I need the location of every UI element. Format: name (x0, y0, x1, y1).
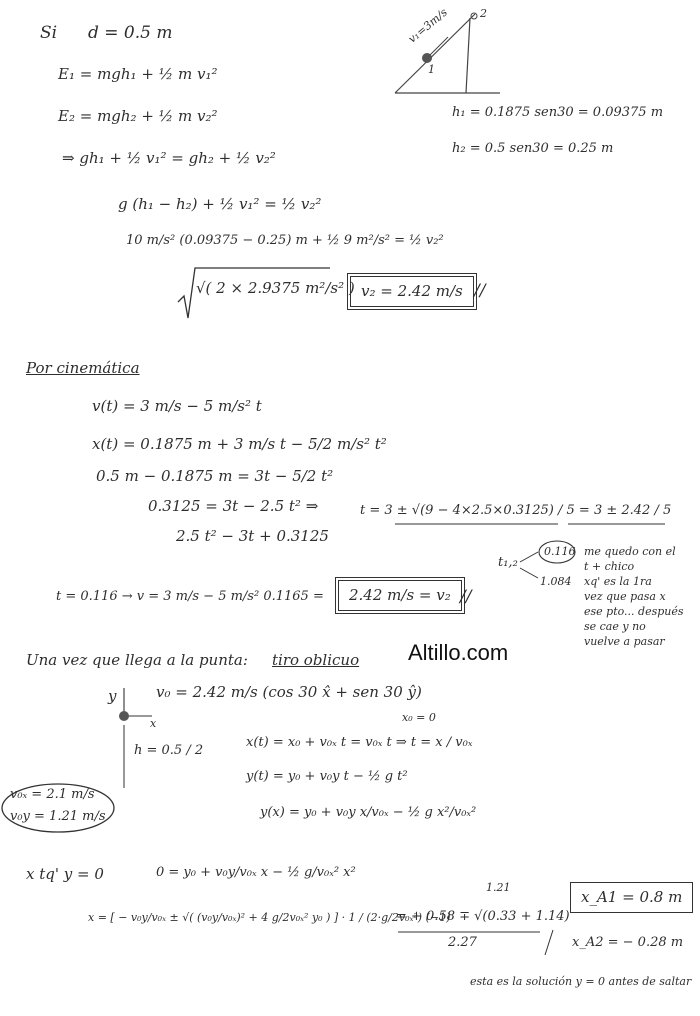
launch-point (119, 711, 129, 721)
projectile-title-b: tiro oblicuo (272, 651, 360, 669)
energy-step1: ⇒ gh₁ + ½ v₁² = gh₂ + ½ v₂² (62, 149, 276, 167)
root-branch-1 (520, 552, 538, 562)
point-2-label: 2 (480, 7, 487, 20)
projectile-x0: x₀ = 0 (402, 711, 436, 724)
bracket-right (545, 930, 553, 955)
projectile-voy: v₀y = 1.21 m/s (10, 809, 106, 824)
projectile-xt: x(t) = x₀ + v₀ₓ t = v₀ₓ t ⇒ t = x / v₀ₓ (246, 735, 473, 750)
energy-step3: 10 m/s² (0.09375 − 0.25) m + ½ 9 m²/s² = ½ v₂² (126, 233, 444, 248)
note-line: t + chico (584, 560, 635, 573)
kinematics-t12: t₁,₂ (498, 555, 518, 570)
energy-sqrt: √( 2 × 2.9375 m²/s² ) (196, 279, 355, 297)
projectile-denominator: 2.27 (448, 935, 477, 950)
kinematics-x-t: x(t) = 0.1875 m + 3 m/s t − 5/2 m/s² t² (92, 435, 387, 453)
kinematics-end-mark: // (460, 587, 472, 607)
note-line: ese pto... después (584, 605, 684, 618)
note-line: me quedo con el (584, 545, 676, 558)
h2-value: h₂ = 0.5 sen30 = 0.25 m (452, 141, 614, 156)
axis-y-label: y (108, 687, 117, 705)
kinematics-v-t: v(t) = 3 m/s − 5 m/s² t (92, 397, 262, 415)
energy-end-mark: // (474, 281, 486, 301)
kinematics-eq1: 0.5 m − 0.1875 m = 3t − 5/2 t² (96, 467, 334, 485)
root-branch-2 (520, 568, 538, 578)
point-1-label: 1 (428, 63, 435, 76)
projectile-yt: y(t) = y₀ + v₀y t − ½ g t² (246, 769, 408, 784)
kinematics-root2: 1.084 (540, 575, 572, 588)
projectile-condition: x tq' y = 0 (26, 865, 104, 883)
projectile-xa1-box: x_A1 = 0.8 m (570, 882, 693, 913)
block-top (471, 13, 477, 19)
projectile-xa2: x_A2 = − 0.28 m (572, 935, 684, 950)
given-distance: d = 0.5 m (88, 23, 173, 43)
energy-e2: E₂ = mgh₂ + ½ m v₂² (58, 107, 218, 125)
kinematics-title: Por cinemática (26, 359, 140, 377)
energy-step2: g (h₁ − h₂) + ½ v₁² = ½ v₂² (118, 195, 322, 213)
si-label: Si (40, 23, 58, 43)
projectile-vox: v₀ₓ = 2.1 m/s (10, 787, 95, 802)
projectile-v0: v₀ = 2.42 m/s (cos 30 x̂ + sen 30 ŷ) (156, 683, 422, 701)
energy-result-box: v₂ = 2.42 m/s (350, 276, 474, 307)
velocity-arrow (430, 37, 448, 55)
kinematics-result-box: 2.42 m/s = v₂ (338, 580, 462, 611)
watermark: Altillo.com (408, 640, 509, 665)
projectile-footnote: esta es la solución y = 0 antes de saltar (470, 975, 692, 988)
projectile-num-eval: = + 0.58 ∓ √(0.33 + 1.14) (396, 909, 570, 924)
projectile-title-a: Una vez que llega a la punta: (26, 651, 248, 669)
kinematics-root1: 0.116 (544, 545, 576, 558)
note-line: vez que pasa x (584, 590, 666, 603)
kinematics-quadratic: t = 3 ± √(9 − 4×2.5×0.3125) / 5 = 3 ± 2.42 / 5 (360, 503, 672, 518)
incline-vertical (466, 18, 470, 93)
v1-label: v₁=3m/s (405, 5, 450, 46)
projectile-h: h = 0.5 / 2 (134, 743, 204, 758)
note-line: xq' es la 1ra (584, 575, 652, 588)
kinematics-note (584, 544, 684, 649)
kinematics-t-line: t = 0.116 → v = 3 m/s − 5 m/s² 0.1165 = (56, 589, 324, 604)
projectile-eq-zero: 0 = y₀ + v₀y/v₀ₓ x − ½ g/v₀ₓ² x² (156, 865, 356, 880)
projectile-over-121: 1.21 (486, 881, 511, 894)
h1-value: h₁ = 0.1875 sen30 = 0.09375 m (452, 105, 664, 120)
energy-e1: E₁ = mgh₁ + ½ m v₁² (58, 65, 218, 83)
kinematics-eq2: 0.3125 = 3t − 2.5 t² ⇒ (148, 497, 319, 515)
note-line: se cae y no (584, 620, 646, 633)
note-line: vuelve a pasar (584, 635, 665, 648)
projectile-yx: y(x) = y₀ + v₀y x/v₀ₓ − ½ g x²/v₀ₓ² (260, 805, 477, 820)
axis-x-label: x (150, 717, 157, 730)
kinematics-eq3: 2.5 t² − 3t + 0.3125 (176, 527, 329, 545)
projectile-quadratic: x = [ − v₀y/v₀ₓ ± √( (v₀y/v₀ₓ)² + 4 g/2v₀ₓ² y₀ ) ] · 1 / (2·g/2v₀ₓ²) (−1) (88, 911, 451, 924)
